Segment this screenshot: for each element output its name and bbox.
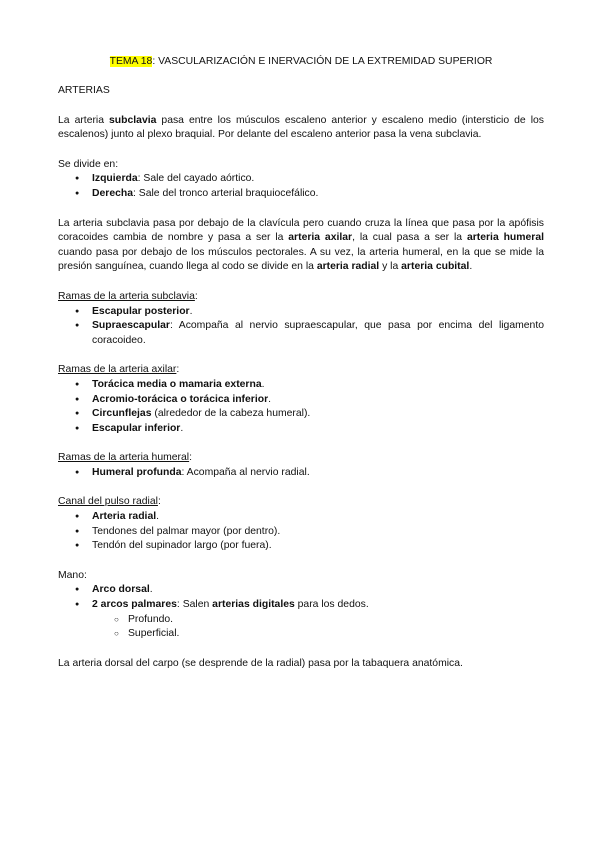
divide-label: Se divide en: bbox=[58, 158, 119, 170]
section-heading: ARTERIAS bbox=[58, 85, 110, 96]
intro-paragraph: La arteria subclavia pasa entre los músculos escaleno anterior y escaleno medio (intersticio de los escalenos) junto al plexo braquial. Por delante del escaleno anterior pasa la vena subclavia. bbox=[58, 114, 544, 141]
hand-label: Mano: bbox=[58, 569, 87, 581]
subclavia-branches-heading: Ramas de la arteria subclavia: bbox=[58, 290, 198, 302]
humeral-branches-heading: Ramas de la arteria humeral: bbox=[58, 452, 192, 464]
list-item: ● Escapular inferior. bbox=[58, 422, 544, 437]
subclavia-branches-list bbox=[58, 305, 544, 349]
list-item: ● Tendones del palmar mayor (por dentro). bbox=[58, 525, 544, 540]
hand-sublist bbox=[58, 613, 544, 642]
document-page bbox=[58, 55, 544, 671]
list-item: ● Izquierda: Sale del cayado aórtico. bbox=[58, 172, 544, 187]
radial-pulse-heading: Canal del pulso radial: bbox=[58, 496, 161, 508]
page-title bbox=[58, 55, 544, 69]
list-item: ● Escapular posterior. bbox=[58, 305, 544, 320]
closing-paragraph: La arteria dorsal del carpo (se desprende de la radial) pasa por la tabaquera anatómica. bbox=[58, 657, 463, 669]
axilar-branches-list bbox=[58, 378, 544, 436]
list-item: ● Arco dorsal. bbox=[58, 583, 544, 598]
humeral-branches-list bbox=[58, 466, 544, 481]
list-subitem: ○ Profundo. bbox=[58, 613, 544, 628]
hand-list bbox=[58, 583, 544, 612]
list-subitem: ○ Superficial. bbox=[58, 627, 544, 642]
list-item: ● Derecha: Sale del tronco arterial braquiocefálico. bbox=[58, 187, 544, 202]
list-item: ● Humeral profunda: Acompaña al nervio radial. bbox=[58, 466, 544, 481]
radial-pulse-list bbox=[58, 510, 544, 554]
list-item: ● Tendón del supinador largo (por fuera). bbox=[58, 539, 544, 554]
axilar-branches-heading: Ramas de la arteria axilar: bbox=[58, 364, 180, 376]
list-item: ● Supraescapular: Acompaña al nervio supraescapular, que pasa por encima del ligamento coracoideo. bbox=[58, 319, 544, 348]
list-item: ● Torácica media o mamaria externa. bbox=[58, 378, 544, 393]
list-item: ● Circunflejas (alrededor de la cabeza humeral). bbox=[58, 407, 544, 422]
title-highlight: TEMA 18 bbox=[109, 56, 153, 67]
title-text: : VASCULARIZACIÓN E INERVACIÓN DE LA EXTREMIDAD SUPERIOR bbox=[152, 56, 493, 67]
course-paragraph: La arteria subclavia pasa por debajo de la clavícula pero cuando cruza la línea que pasa por la apófisis coracoides cambia de nombre y pasa a ser la arteria axilar, la cual pasa a ser la arteria humeral cuando pasa por debajo de los músculos pectorales. A su vez, la arteria humeral, en la que se mide la presión sanguínea, cuando llega al codo se divide en la arteria radial y la arteria cubital. bbox=[58, 217, 545, 273]
list-item: ● 2 arcos palmares: Salen arterias digitales para los dedos. bbox=[58, 598, 544, 613]
list-item: ● Acromio-torácica o torácica inferior. bbox=[58, 393, 544, 408]
list-item: ● Arteria radial. bbox=[58, 510, 544, 525]
divide-list bbox=[58, 172, 544, 201]
